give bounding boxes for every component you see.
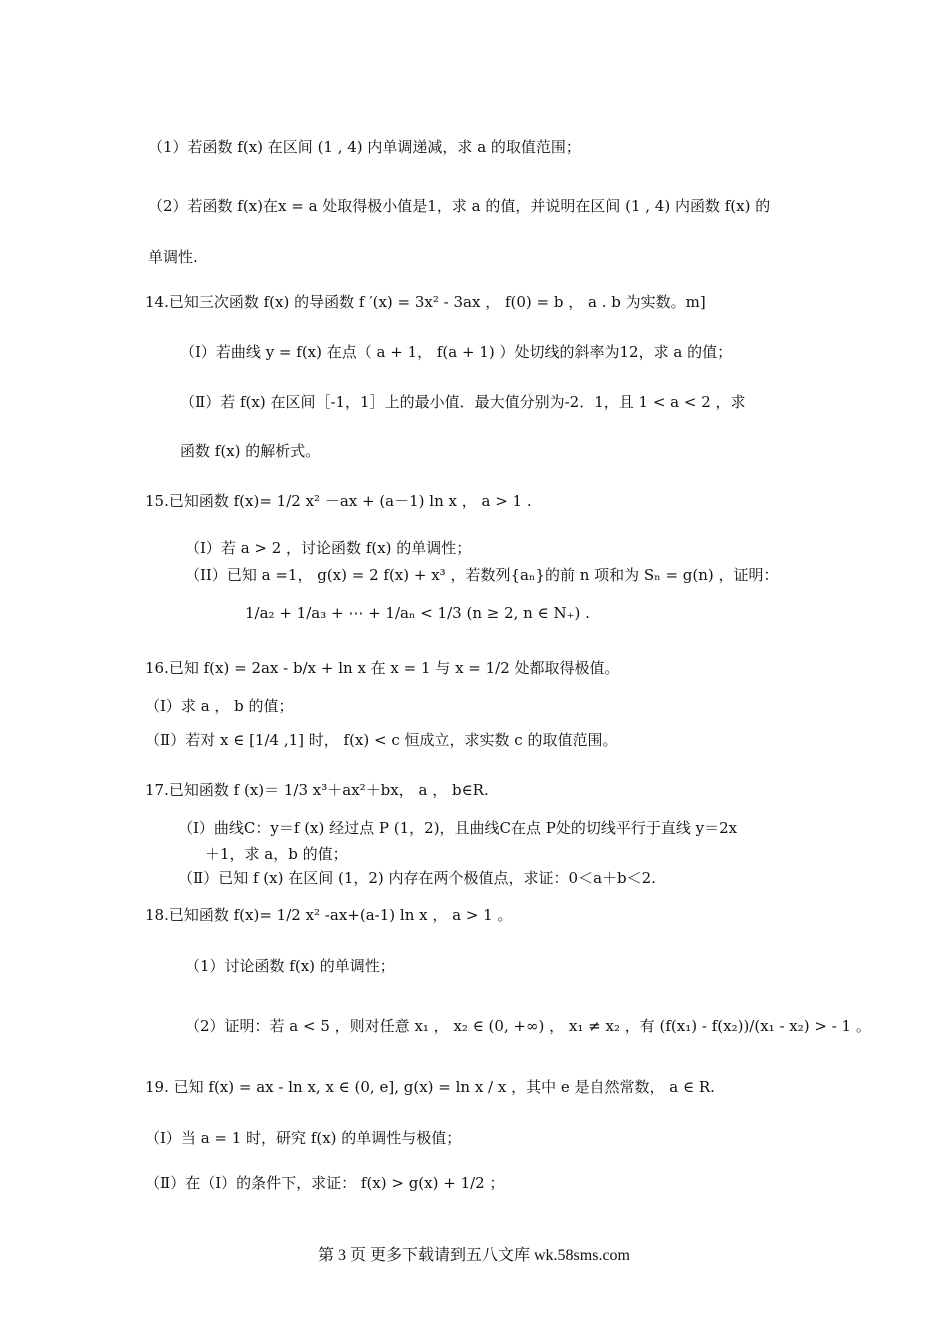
line-1: （1）若函数 f(x) 在区间 (1 , 4) 内单调递减，求 a 的取值范围；: [148, 138, 581, 156]
line-9: （Ⅰ）若 a > 2 ，讨论函数 f(x) 的单调性；: [185, 539, 472, 557]
line-10: （II）已知 a =1， g(x) = 2 f(x) + x³ ，若数列{aₙ}的前 n 项和为 Sₙ = g(n) ，证明：: [185, 566, 779, 584]
page-footer: 第 3 页 更多下载请到五八文库 wk.58sms.com: [318, 1247, 631, 1264]
line-18: （Ⅱ）已知 f (x) 在区间 (1，2) 内存在两个极值点，求证：0＜a＋b＜2.: [178, 869, 656, 887]
line-14: （Ⅱ）若对 x ∈ [1/4 ,1] 时， f(x) < c 恒成立，求实数 c 的取值范围。: [145, 731, 618, 749]
line-22: 19. 已知 f(x) = ax - ln x, x ∈ (0, e], g(x) = ln x / x ，其中 e 是自然常数， a ∈ R.: [145, 1078, 715, 1096]
line-5: （Ⅰ）若曲线 y = f(x) 在点（ a + 1， f(a + 1) ）处切线的斜率为12，求 a 的值；: [180, 343, 733, 361]
line-4: 14.已知三次函数 f(x) 的导函数 f ′(x) = 3x² - 3ax ， f(0) = b ， a . b 为实数。m]: [145, 293, 706, 311]
line-11: 1/a₂ + 1/a₃ + ⋯ + 1/aₙ < 1/3 (n ≥ 2, n ∈ N₊) .: [245, 604, 590, 622]
line-21: （2）证明：若 a < 5 ，则对任意 x₁ ， x₂ ∈ (0, +∞) ， x₁ ≠ x₂ ，有 (f(x₁) - f(x₂))/(x₁ - x₂) > - 1 。: [185, 1017, 871, 1035]
line-20: （1）讨论函数 f(x) 的单调性；: [185, 957, 395, 975]
line-15: 17.已知函数 f (x)＝ 1/3 x³＋ax²＋bx， a ， b∈R.: [145, 781, 489, 799]
line-23: （Ⅰ）当 a = 1 时，研究 f(x) 的单调性与极值；: [145, 1129, 462, 1147]
line-3: 单调性.: [148, 248, 198, 266]
line-16: （Ⅰ）曲线C：y＝f (x) 经过点 P (1，2)，且曲线C在点 P处的切线平行于直线 y＝2x: [178, 819, 738, 837]
line-7: 函数 f(x) 的解析式。: [180, 442, 321, 460]
line-12: 16.已知 f(x) = 2ax - b/x + ln x 在 x = 1 与 x = 1/2 处都取得极值。: [145, 659, 620, 677]
line-2: （2）若函数 f(x)在x = a 处取得极小值是1，求 a 的值，并说明在区间 (1 , 4) 内函数 f(x) 的: [148, 197, 771, 215]
line-24: （Ⅱ）在（Ⅰ）的条件下，求证： f(x) > g(x) + 1/2 ；: [145, 1174, 505, 1192]
line-17: ＋1，求 a，b 的值；: [205, 845, 348, 863]
line-6: （Ⅱ）若 f(x) 在区间［-1，1］上的最小值．最大值分别为-2．1，且 1 < a < 2 ，求: [180, 393, 746, 411]
line-8: 15.已知函数 f(x)= 1/2 x² －ax + (a－1) ln x ， a > 1 .: [145, 492, 532, 510]
line-19: 18.已知函数 f(x)= 1/2 x² -ax+(a-1) ln x ， a > 1 。: [145, 906, 513, 924]
line-13: （I）求 a ， b 的值；: [145, 697, 294, 715]
